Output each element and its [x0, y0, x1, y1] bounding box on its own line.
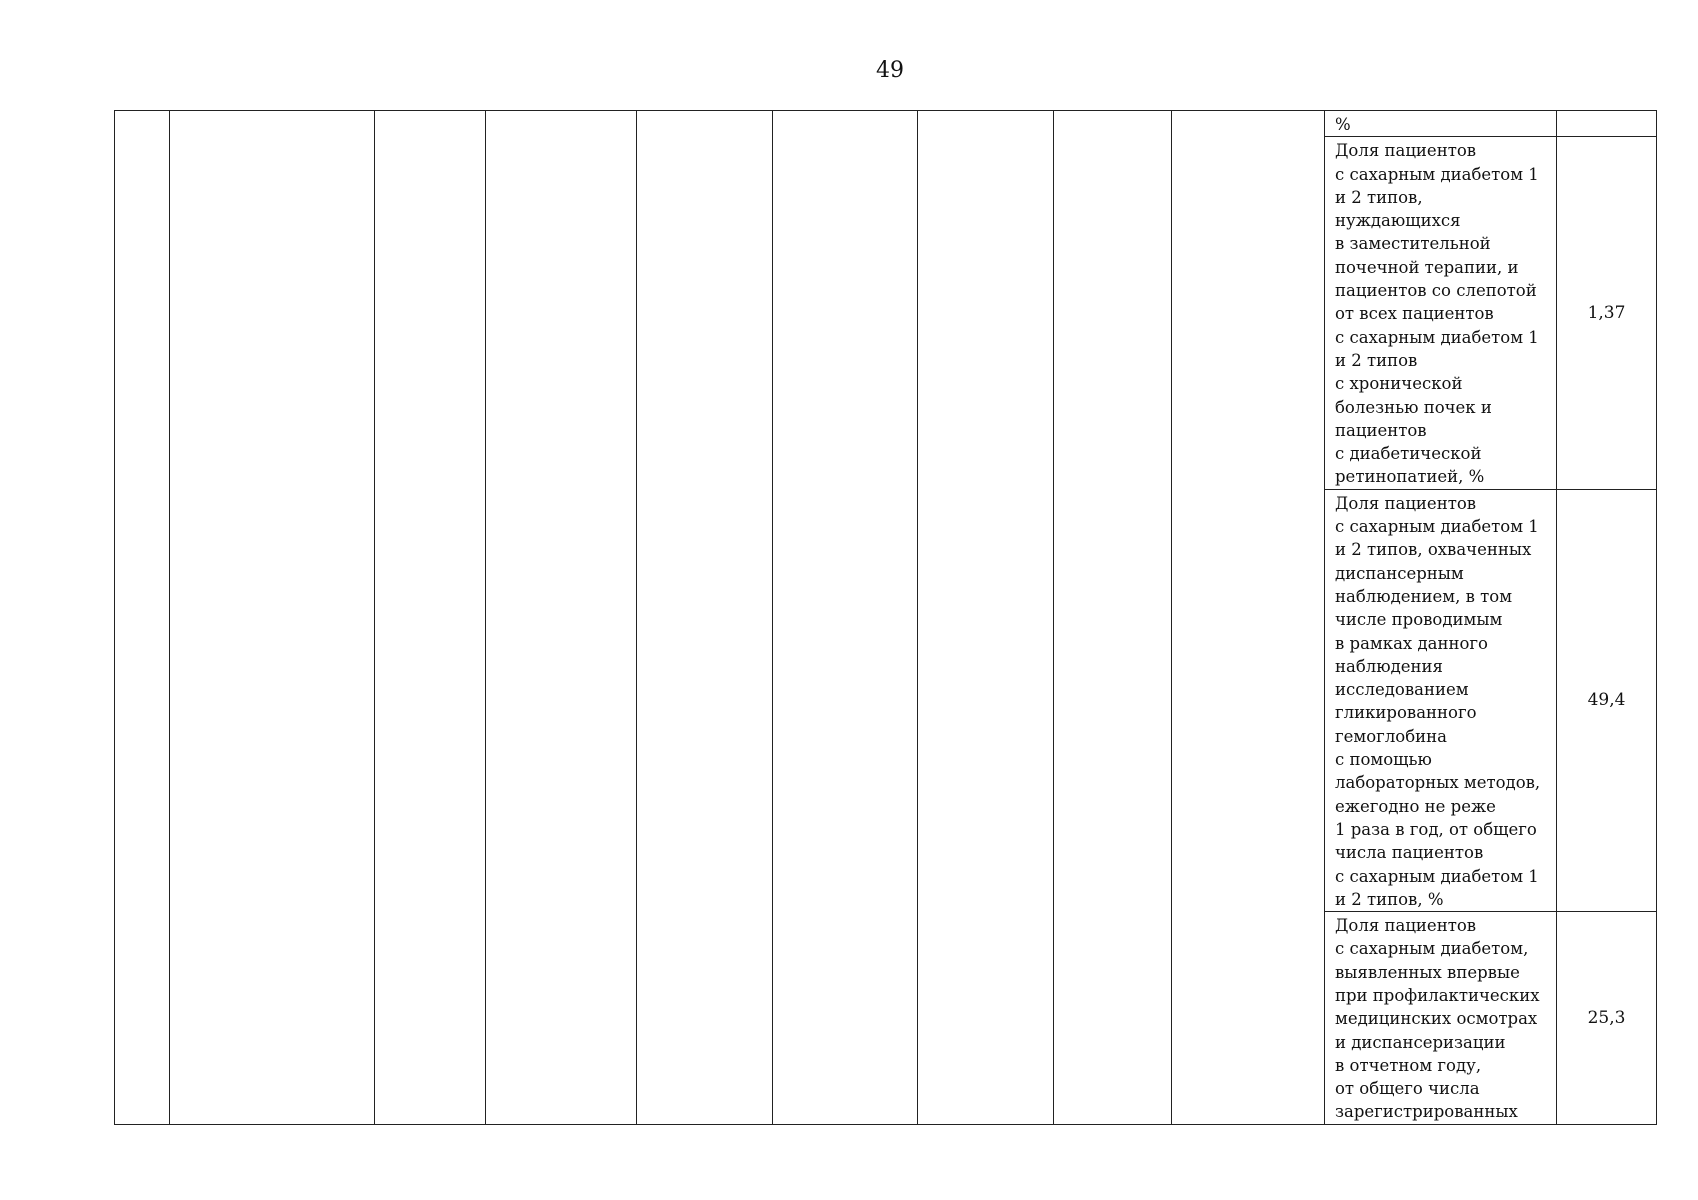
empty-cell-col-9: [1172, 111, 1325, 1125]
empty-cell-col-4: [486, 111, 637, 1125]
indicator-table: [114, 110, 1657, 1125]
empty-cell-col-8: [1054, 111, 1172, 1125]
indicator-description: %: [1325, 111, 1557, 137]
empty-cell-col-7: [918, 111, 1054, 1125]
empty-cell-col-6: [773, 111, 918, 1125]
indicator-description: Доля пациентов с сахарным диабетом 1 и 2 типов, охваченных диспансерным наблюдением, в том числе проводимым в рамках данного наблюдения исследованием гликированного гемоглобина с помощью лабораторных методов, ежегодно не реже 1 раза в год, от общего числа пациентов с сахарным диабетом 1 и 2 типов, %: [1325, 489, 1557, 911]
indicator-value: 25,3: [1557, 912, 1657, 1125]
empty-cell-col-2: [170, 111, 375, 1125]
indicator-description: Доля пациентов с сахарным диабетом 1 и 2 типов, нуждающихся в заместительной почечной терапии, и пациентов со слепотой от всех пациентов с сахарным диабетом 1 и 2 типов с хронической болезнью почек и пациентов с диабетической ретинопатией, %: [1325, 137, 1557, 489]
indicator-value: [1557, 111, 1657, 137]
indicator-value: 49,4: [1557, 489, 1657, 911]
indicator-value: 1,37: [1557, 137, 1657, 489]
empty-cell-col-1: [115, 111, 170, 1125]
empty-cell-col-3: [375, 111, 486, 1125]
table-row: [115, 111, 1657, 137]
empty-cell-col-5: [637, 111, 773, 1125]
page-number: 49: [876, 58, 904, 83]
indicator-description: Доля пациентов с сахарным диабетом, выявленных впервые при профилактических медицинских осмотрах и диспансеризации в отчетном году, от общего числа зарегистрированных: [1325, 912, 1557, 1125]
